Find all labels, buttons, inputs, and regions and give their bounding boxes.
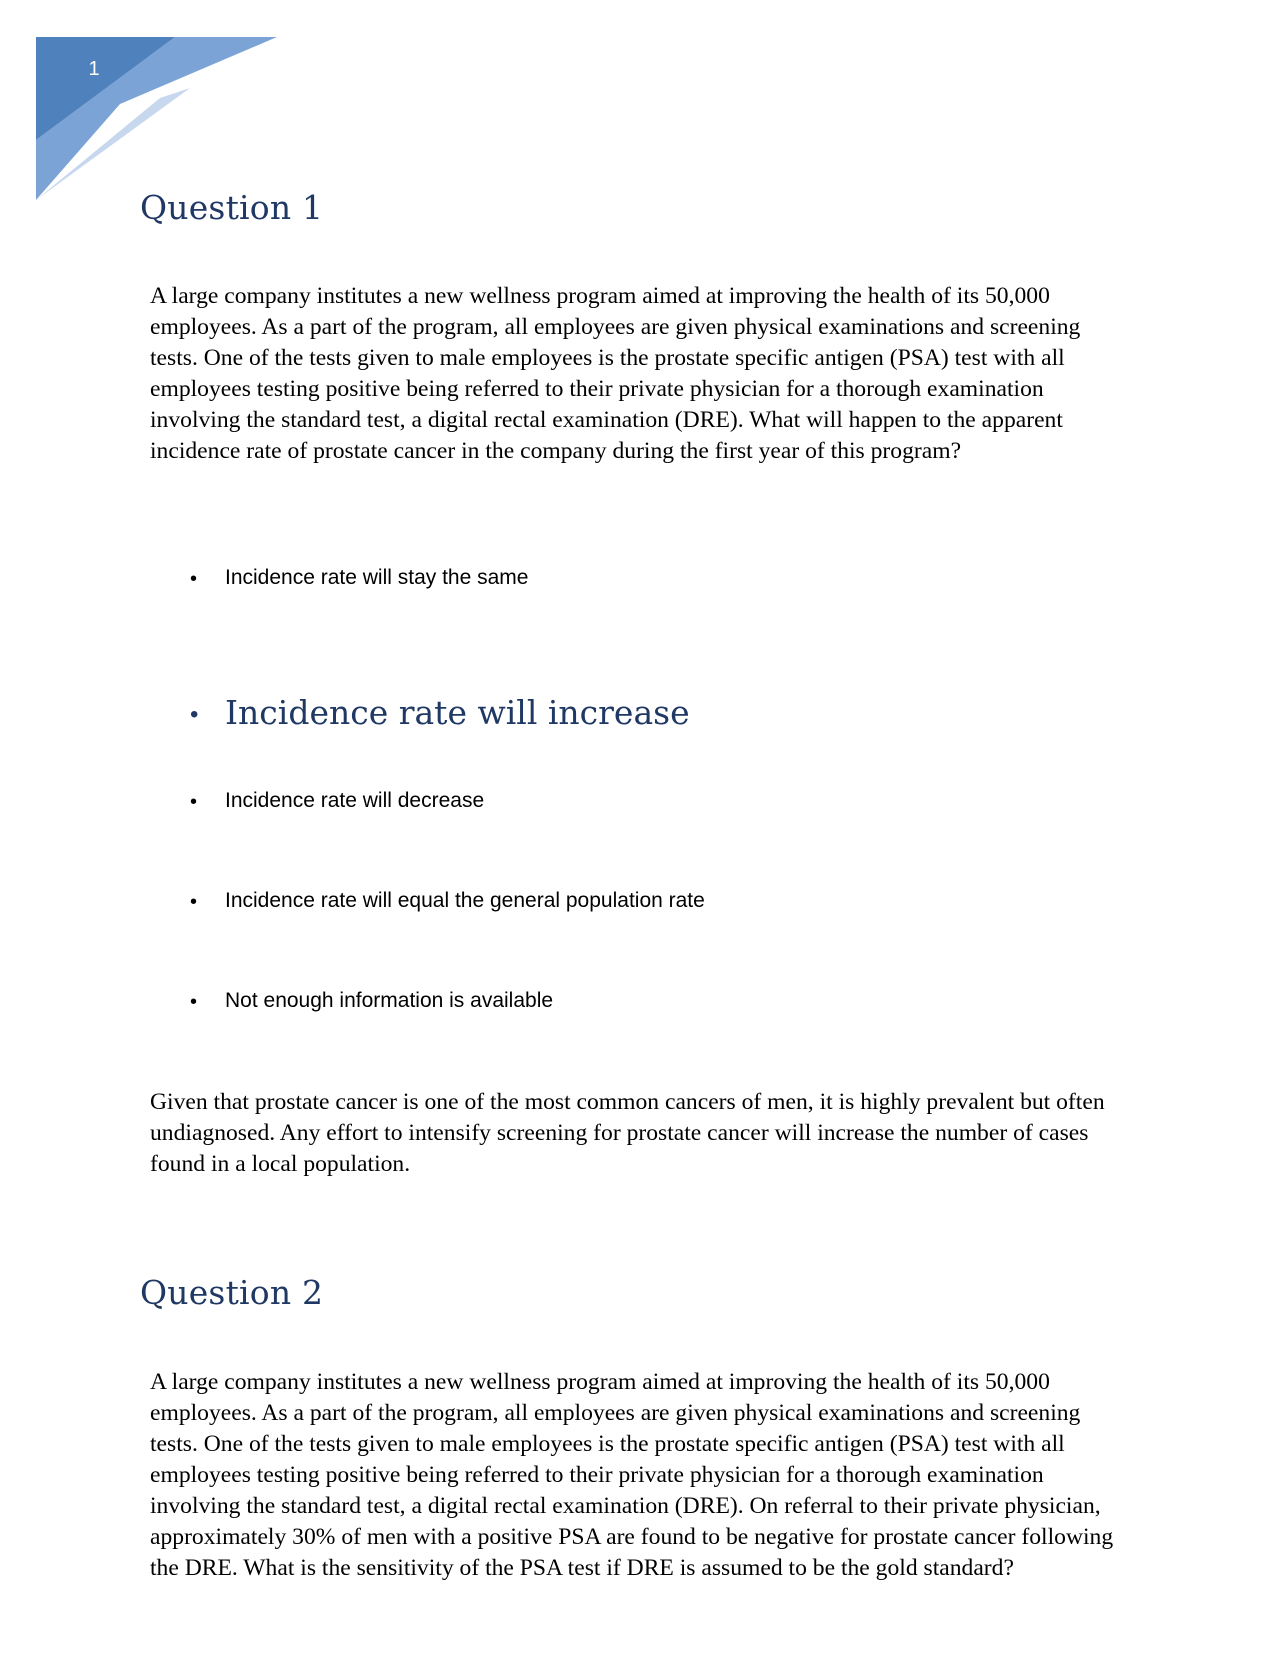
option-bullet: • <box>190 991 198 1013</box>
question-2-heading: Question 2 <box>140 1273 324 1312</box>
option-5[interactable]: Not enough information is available <box>225 989 554 1012</box>
option-2-selected[interactable]: Incidence rate will increase <box>225 693 690 732</box>
question-2-text: A large company institutes a new wellness program aimed at improving the health of its 50,000 employees. As a part of the program, all employees are given physical examinations and screening tests. One of the tests given to male employees is the prostate specific antigen (PSA) test with all employees testing positive being referred to their private physician for a thorough examination involving the standard test, a digital rectal examination (DRE). On referral to their private physician, approximately 30% of men with a positive PSA are found to be negative for prostate cancer following the DRE. What is the sensitivity of the PSA test if DRE is assumed to be the gold standard? <box>150 1369 1114 1581</box>
page-number: 1 <box>88 58 100 80</box>
corner-decoration <box>0 0 300 220</box>
question-1-heading: Question 1 <box>140 188 324 227</box>
option-4[interactable]: Incidence rate will equal the general population rate <box>225 889 705 912</box>
option-bullet: • <box>190 791 198 813</box>
question-1-explanation: Given that prostate cancer is one of the most common cancers of men, it is highly prevalent but often undiagnosed. Any effort to intensify screening for prostate cancer will increase the number of cases found in a local population. <box>150 1089 1105 1177</box>
option-bullet: • <box>190 891 198 913</box>
option-bullet: • <box>190 568 198 590</box>
option-bullet: • <box>190 701 199 728</box>
option-3[interactable]: Incidence rate will decrease <box>225 789 485 812</box>
question-1-text: A large company institutes a new wellness program aimed at improving the health of its 50,000 employees. As a part of the program, all employees are given physical examinations and screening tests. One of the tests given to male employees is the prostate specific antigen (PSA) test with all employees testing positive being referred to their private physician for a thorough examination involving the standard test, a digital rectal examination (DRE). What will happen to the apparent incidence rate of prostate cancer in the company during the first year of this program? <box>150 283 1081 464</box>
option-1[interactable]: Incidence rate will stay the same <box>225 566 529 589</box>
